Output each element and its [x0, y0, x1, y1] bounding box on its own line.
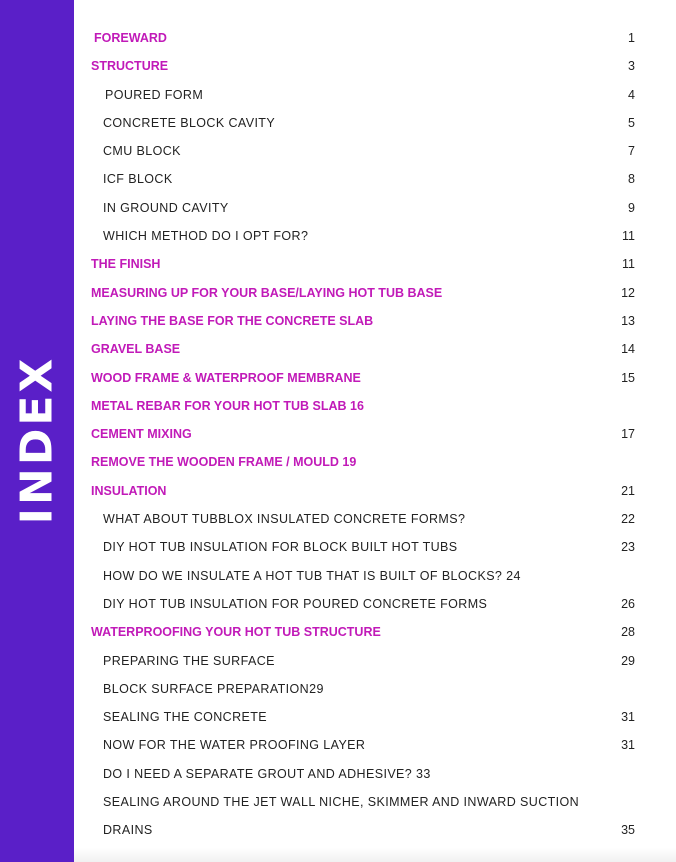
toc-entry-label: NOW FOR THE WATER PROOFING LAYER — [103, 738, 366, 753]
toc-entry[interactable] — [91, 590, 635, 618]
toc-entry[interactable] — [91, 250, 635, 278]
toc-entry[interactable] — [91, 81, 635, 109]
toc-entry[interactable] — [91, 788, 635, 816]
toc-entry-label: DRAINS — [103, 823, 153, 838]
toc-entry-page: 21 — [621, 483, 635, 498]
toc-entry-label: DIY HOT TUB INSULATION FOR POURED CONCRETE FORMS — [103, 596, 488, 611]
index-sidebar — [0, 0, 74, 862]
toc-entry-page: 23 — [621, 540, 635, 555]
toc-entry-page: 28 — [621, 625, 635, 640]
toc-entry-label: WHICH METHOD DO I OPT FOR? — [103, 229, 309, 244]
toc-entry-label: DIY HOT TUB INSULATION FOR BLOCK BUILT HOT TUBS — [103, 540, 458, 555]
toc-entry[interactable] — [91, 307, 635, 335]
toc-entry-page: 22 — [621, 512, 635, 527]
toc-entry-label: CONCRETE BLOCK CAVITY — [103, 115, 276, 130]
toc-entry-label: CEMENT MIXING — [91, 427, 192, 442]
toc-entry[interactable] — [91, 420, 635, 448]
toc-entry[interactable] — [91, 477, 635, 505]
toc-entry-label: STRUCTURE — [91, 59, 169, 74]
toc-entry[interactable] — [91, 364, 635, 392]
toc-entry-label: DO I NEED A SEPARATE GROUT AND ADHESIVE? 33 — [103, 766, 431, 781]
toc-entry[interactable] — [91, 194, 635, 222]
toc-entry-page: 13 — [621, 313, 635, 328]
toc-entry[interactable] — [91, 279, 635, 307]
toc-entry[interactable] — [91, 448, 635, 476]
toc-entry-page: 12 — [621, 285, 635, 300]
toc-entry-label: IN GROUND CAVITY — [103, 200, 229, 215]
toc-entry[interactable] — [91, 760, 635, 788]
index-title: INDEX — [11, 355, 63, 525]
toc-entry[interactable] — [91, 816, 635, 844]
toc-entry-label: WOOD FRAME & WATERPROOF MEMBRANE — [91, 370, 361, 385]
toc-entry[interactable] — [91, 618, 635, 646]
toc-entry-label: FOREWARD — [94, 31, 167, 45]
toc-entry[interactable] — [91, 505, 635, 533]
toc-entry-label: GRAVEL BASE — [91, 342, 181, 357]
toc-entry[interactable] — [91, 165, 635, 193]
toc-entry-page: 35 — [621, 823, 635, 838]
toc-entry-page: 17 — [621, 427, 635, 442]
toc-entry-page: 26 — [621, 596, 635, 611]
toc-entry-page: 29 — [621, 653, 635, 668]
toc-entry[interactable] — [91, 109, 635, 137]
toc-entry[interactable] — [91, 52, 635, 80]
toc-entry[interactable] — [91, 24, 635, 52]
toc-entry[interactable] — [91, 647, 635, 675]
toc-entry-page: 5 — [628, 115, 635, 130]
toc-entry[interactable] — [91, 335, 635, 363]
toc-entry-page: 14 — [621, 342, 635, 357]
toc-entry-label: WATERPROOFING YOUR HOT TUB STRUCTURE — [91, 625, 381, 640]
toc-entry-page: 3 — [628, 59, 635, 74]
toc-entry[interactable] — [91, 562, 635, 590]
toc-entry-label: CMU BLOCK — [103, 144, 181, 159]
toc-entry-page: 8 — [628, 172, 635, 187]
toc-entry-label: ICF BLOCK — [103, 172, 173, 187]
toc-entry-page: 1 — [628, 31, 635, 45]
toc-entry-page: 11 — [622, 229, 635, 244]
toc-entry-label: PREPARING THE SURFACE — [103, 653, 275, 668]
page-bottom-shadow — [74, 848, 676, 862]
toc-entry-label: REMOVE THE WOODEN FRAME / MOULD 19 — [91, 455, 357, 470]
toc-entry-label: WHAT ABOUT TUBBLOX INSULATED CONCRETE FORMS? — [103, 512, 466, 527]
toc-entry[interactable] — [91, 675, 635, 703]
toc-entry-label: THE FINISH — [91, 257, 161, 272]
toc-entry-label: HOW DO WE INSULATE A HOT TUB THAT IS BUILT OF BLOCKS? 24 — [103, 568, 521, 583]
toc-entry-page: 15 — [621, 370, 635, 385]
toc-entry-label: INSULATION — [91, 483, 167, 498]
toc-entry[interactable] — [91, 533, 635, 561]
toc-entry-page: 31 — [621, 710, 635, 725]
toc-entry-page: 4 — [628, 87, 635, 102]
toc-entry-label: BLOCK SURFACE PREPARATION29 — [103, 681, 324, 696]
toc-entry[interactable] — [91, 703, 635, 731]
table-of-contents — [91, 24, 635, 845]
toc-entry-label: LAYING THE BASE FOR THE CONCRETE SLAB — [91, 313, 374, 328]
toc-entry-label: SEALING THE CONCRETE — [103, 710, 268, 725]
toc-entry-page: 7 — [628, 144, 635, 159]
toc-entry[interactable] — [91, 222, 635, 250]
toc-entry[interactable] — [91, 392, 635, 420]
toc-entry-label: MEASURING UP FOR YOUR BASE/LAYING HOT TUB BASE — [91, 285, 443, 300]
toc-entry-page: 11 — [622, 257, 635, 272]
toc-entry[interactable] — [91, 731, 635, 759]
toc-entry-page: 9 — [628, 200, 635, 215]
toc-entry-label: SEALING AROUND THE JET WALL NICHE, SKIMMER AND INWARD SUCTION — [103, 795, 580, 810]
toc-entry[interactable] — [91, 137, 635, 165]
toc-entry-page: 31 — [621, 738, 635, 753]
toc-entry-label: POURED FORM — [105, 87, 204, 102]
toc-entry-label: METAL REBAR FOR YOUR HOT TUB SLAB 16 — [91, 398, 364, 413]
